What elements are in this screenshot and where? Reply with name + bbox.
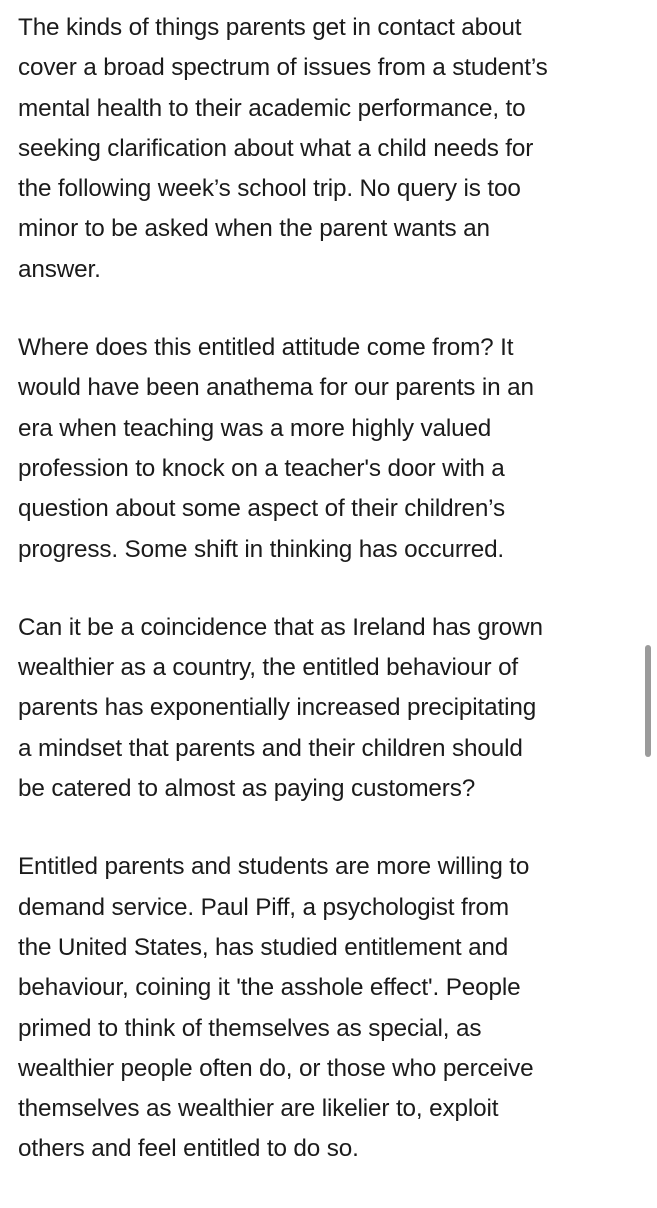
paragraph-4-line-7: themselves as wealthier are likelier to, exploit <box>18 1095 499 1123</box>
paragraph-3-line-3: parents has exponentially increased precipitating <box>18 694 537 722</box>
paragraph-2-line-5: question about some aspect of their children’s <box>18 495 505 523</box>
paragraph-2-line-2: would have been anathema for our parents in an <box>18 374 534 402</box>
paragraph-4-line-6: wealthier people often do, or those who perceive <box>18 1054 534 1082</box>
paragraph-4-line-5: primed to think of themselves as special, as <box>18 1014 482 1042</box>
paragraph-4-line-1: Entitled parents and students are more willing to <box>18 853 530 881</box>
paragraph-4-line-8: others and feel entitled to do so. <box>18 1135 359 1163</box>
paragraph-1-line-2: cover a broad spectrum of issues from a student’s <box>18 54 548 82</box>
paragraph-2 <box>18 328 643 570</box>
paragraph-2-line-4: profession to knock on a teacher's door with a <box>18 454 505 482</box>
paragraph-4-line-2: demand service. Paul Piff, a psychologist from <box>18 893 509 921</box>
paragraph-2-line-6: progress. Some shift in thinking has occurred. <box>18 535 505 563</box>
paragraph-4-line-4: behaviour, coining it 'the asshole effect'. People <box>18 974 521 1002</box>
paragraph-3-line-4: a mindset that parents and their children should <box>18 734 523 762</box>
paragraph-1-line-5: the following week’s school trip. No query is too <box>18 175 521 203</box>
paragraph-3-line-1: Can it be a coincidence that as Ireland has grown <box>18 613 543 641</box>
paragraph-2-line-3: era when teaching was a more highly valued <box>18 414 492 442</box>
paragraph-4 <box>18 847 643 1169</box>
paragraph-3 <box>18 608 643 809</box>
paragraph-1-line-7: answer. <box>18 255 101 283</box>
article-body <box>18 8 643 1208</box>
paragraph-4-line-3: the United States, has studied entitlement and <box>18 933 509 961</box>
vertical-scrollbar-thumb[interactable] <box>645 645 651 757</box>
paragraph-1-line-3: mental health to their academic performance, to <box>18 94 526 122</box>
paragraph-1-line-6: minor to be asked when the parent wants an <box>18 215 490 243</box>
paragraph-3-line-2: wealthier as a country, the entitled behaviour of <box>18 654 519 682</box>
paragraph-3-line-5: be catered to almost as paying customers? <box>18 775 476 803</box>
paragraph-1-line-4: seeking clarification about what a child needs for <box>18 134 534 162</box>
paragraph-1-line-1: The kinds of things parents get in contact about <box>18 14 522 41</box>
paragraph-2-line-1: Where does this entitled attitude come from? It <box>18 334 514 362</box>
paragraph-1 <box>18 8 643 290</box>
